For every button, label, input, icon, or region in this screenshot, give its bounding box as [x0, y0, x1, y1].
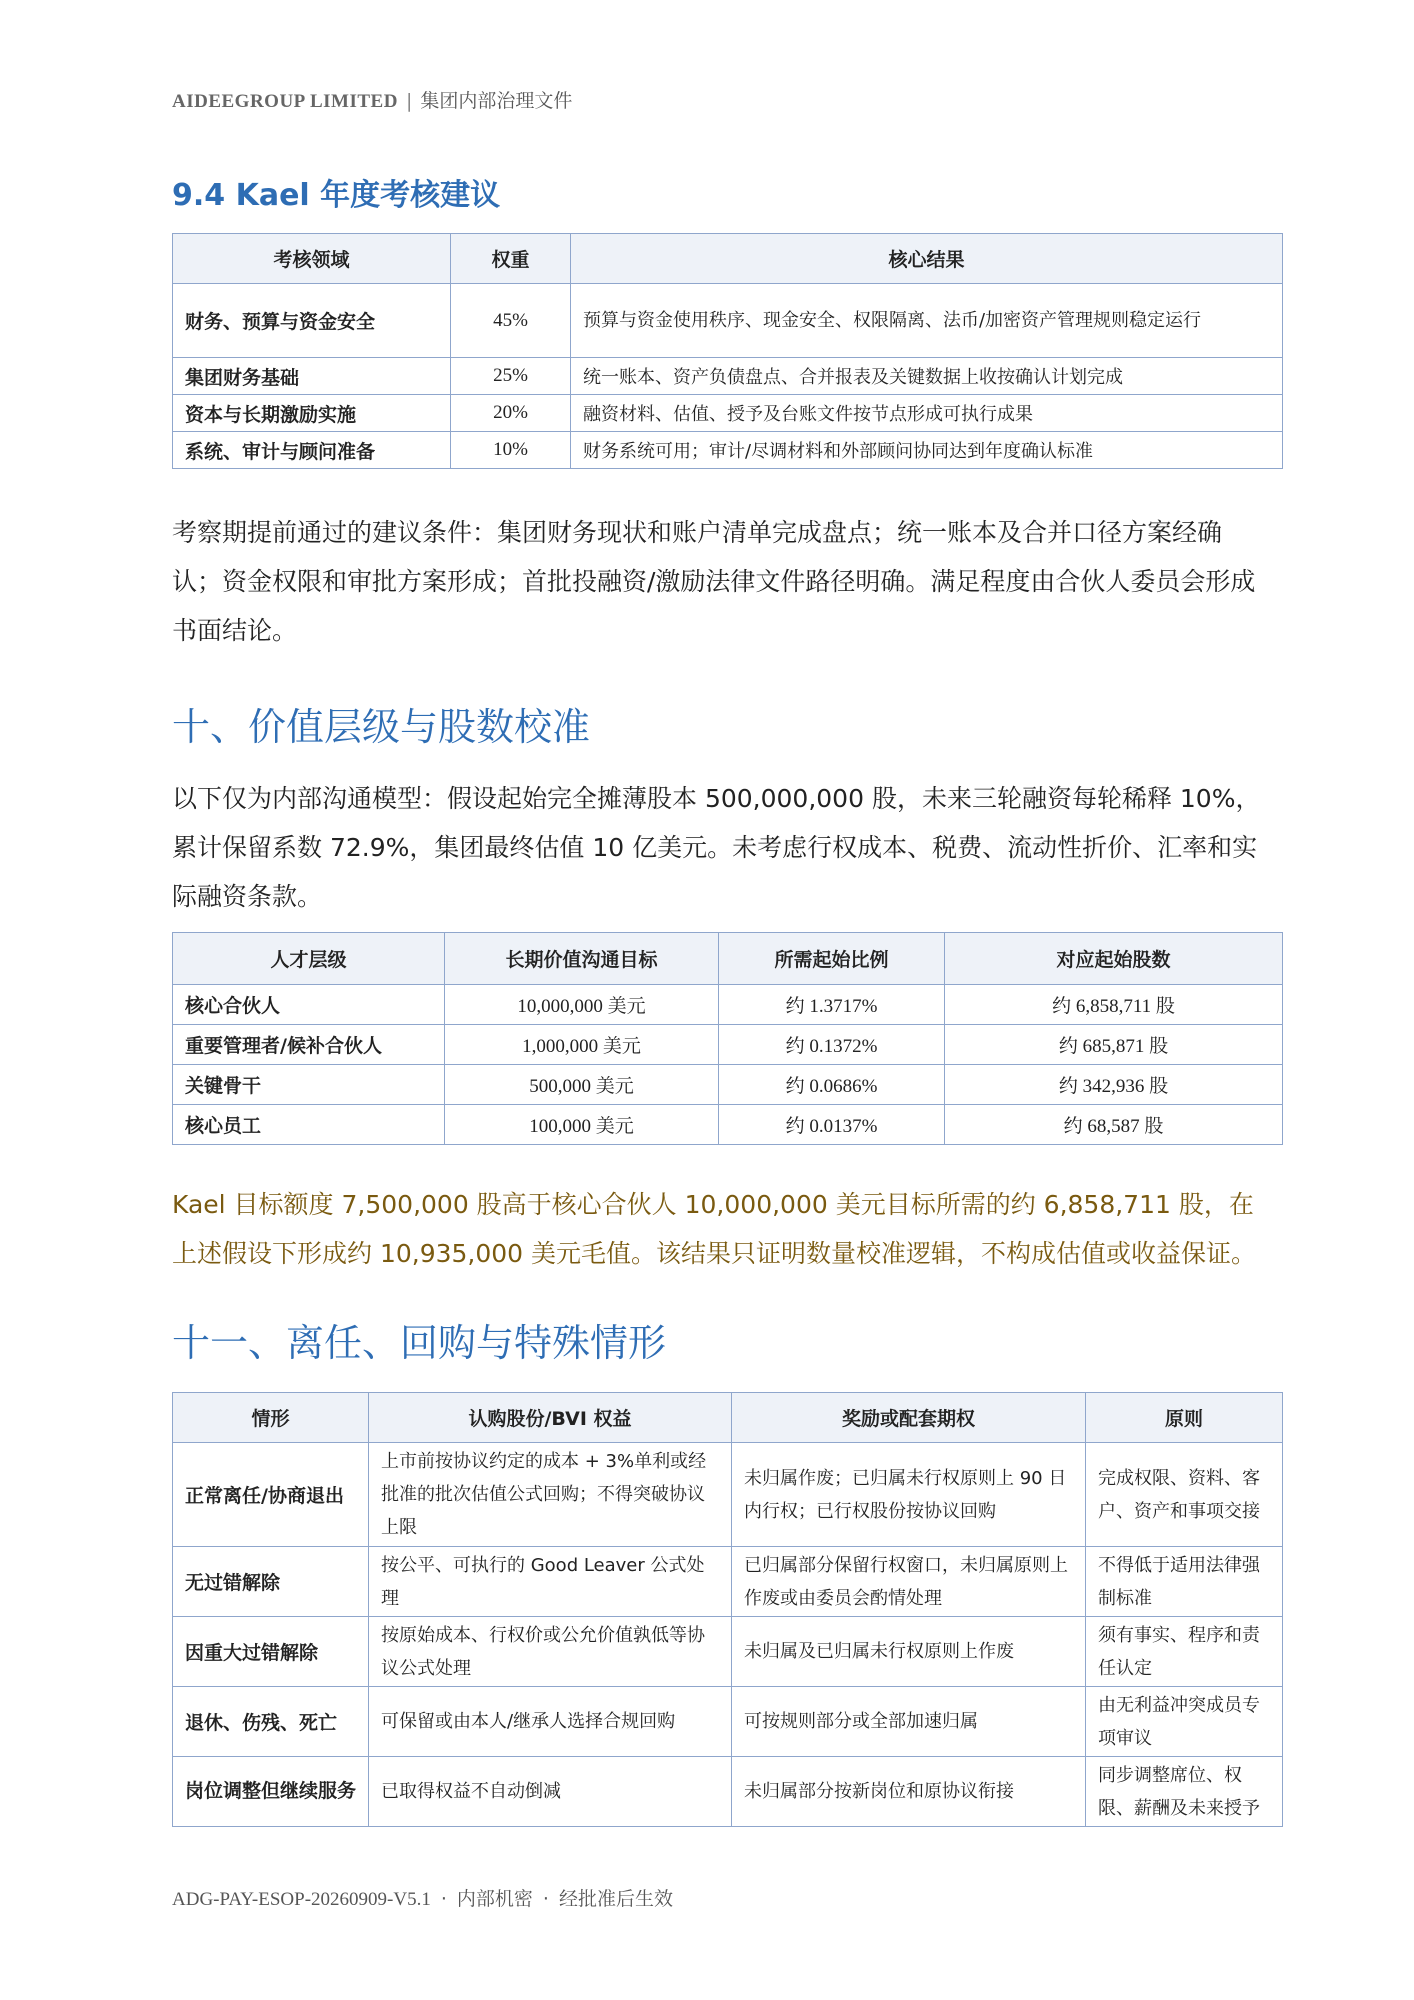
tier-calibration-table [172, 932, 1283, 1145]
option-cell: 未归属及已归属未行权原则上作废 [732, 1617, 1086, 1687]
option-cell: 未归属作废；已归属未行权原则上 90 日内行权；已行权股份按协议回购 [732, 1443, 1086, 1547]
section-10-title: 十、价值层级与股数校准 [172, 705, 591, 749]
column-header: 所需起始比例 [719, 933, 945, 985]
column-header: 人才层级 [173, 933, 445, 985]
target-cell: 1,000,000 美元 [445, 1025, 719, 1065]
shares-cell: 约 68,587 股 [945, 1105, 1283, 1145]
table-row [173, 358, 1283, 395]
column-header: 认购股份/BVI 权益 [369, 1393, 732, 1443]
target-cell: 500,000 美元 [445, 1065, 719, 1105]
table-row [173, 1025, 1283, 1065]
table-row [173, 1757, 1283, 1827]
equity-cell: 按公平、可执行的 Good Leaver 公式处理 [369, 1547, 732, 1617]
header-separator: | [405, 90, 413, 112]
table-row [173, 1443, 1283, 1547]
confidentiality-label: 内部机密 [456, 1888, 533, 1910]
assessment-table [172, 233, 1283, 469]
model-assumptions-paragraph: 以下仅为内部沟通模型：假设起始完全摊薄股本 500,000,000 股，未来三轮融资每轮稀释 10%，累计保留系数 72.9%，集团最终估值 10 亿美元。未考虑行权成本、税费、流动性折价、汇率和实际融资条款。 [172, 784, 1261, 911]
area-cell: 财务、预算与资金安全 [173, 284, 451, 358]
tier-cell: 核心合伙人 [173, 985, 445, 1025]
option-cell: 已归属部分保留行权窗口，未归属原则上作废或由委员会酌情处理 [732, 1547, 1086, 1617]
weight-cell: 20% [451, 395, 571, 432]
document-type: 集团内部治理文件 [420, 90, 573, 112]
page-footer [172, 1884, 673, 1911]
table-row [173, 284, 1283, 358]
page-header [172, 86, 572, 113]
target-cell: 10,000,000 美元 [445, 985, 719, 1025]
case-cell: 岗位调整但继续服务 [173, 1757, 369, 1827]
result-cell: 统一账本、资产负债盘点、合并报表及关键数据上收按确认计划完成 [571, 358, 1283, 395]
area-cell: 集团财务基础 [173, 358, 451, 395]
document-code: ADG-PAY-ESOP-20260909-V5.1 [172, 1889, 431, 1910]
column-header: 核心结果 [571, 234, 1283, 284]
equity-cell: 已取得权益不自动倒减 [369, 1757, 732, 1827]
table-row [173, 1065, 1283, 1105]
principle-cell: 同步调整席位、权限、薪酬及未来授予 [1086, 1757, 1283, 1827]
shares-cell: 约 6,858,711 股 [945, 985, 1283, 1025]
area-cell: 资本与长期激励实施 [173, 395, 451, 432]
result-cell: 预算与资金使用秩序、现金安全、权限隔离、法币/加密资产管理规则稳定运行 [571, 284, 1283, 358]
ratio-cell: 约 0.0137% [719, 1105, 945, 1145]
result-cell: 融资材料、估值、授予及台账文件按节点形成可执行成果 [571, 395, 1283, 432]
organization-name: AIDEEGROUP LIMITED [172, 91, 398, 112]
shares-cell: 约 685,871 股 [945, 1025, 1283, 1065]
option-cell: 未归属部分按新岗位和原协议衔接 [732, 1757, 1086, 1827]
table-header-row [173, 933, 1283, 985]
weight-cell: 25% [451, 358, 571, 395]
principle-cell: 不得低于适用法律强制标准 [1086, 1547, 1283, 1617]
case-cell: 因重大过错解除 [173, 1617, 369, 1687]
table-header-row [173, 234, 1283, 284]
case-cell: 退休、伤残、死亡 [173, 1687, 369, 1757]
principle-cell: 由无利益冲突成员专项审议 [1086, 1687, 1283, 1757]
shares-cell: 约 342,936 股 [945, 1065, 1283, 1105]
equity-cell: 上市前按协议约定的成本 + 3%单利或经批准的批次估值公式回购；不得突破协议上限 [369, 1443, 732, 1547]
early-pass-conditions-paragraph: 考察期提前通过的建议条件：集团财务现状和账户清单完成盘点；统一账本及合并口径方案经确认；资金权限和审批方案形成；首批投融资/激励法律文件路径明确。满足程度由合伙人委员会形成书面结论。 [172, 518, 1256, 645]
result-cell: 财务系统可用；审计/尽调材料和外部顾问协同达到年度确认标准 [571, 432, 1283, 469]
ratio-cell: 约 0.1372% [719, 1025, 945, 1065]
column-header: 长期价值沟通目标 [445, 933, 719, 985]
kael-calibration-note: Kael 目标额度 7,500,000 股高于核心合伙人 10,000,000 美元目标所需的约 6,858,711 股，在上述假设下形成约 10,935,000 美元毛值。该结果只证明数量校准逻辑，不构成估值或收益保证。 [172, 1190, 1257, 1268]
area-cell: 系统、审计与顾问准备 [173, 432, 451, 469]
principle-cell: 须有事实、程序和责任认定 [1086, 1617, 1283, 1687]
effectiveness-label: 经批准后生效 [558, 1888, 673, 1910]
equity-cell: 按原始成本、行权价或公允价值孰低等协议公式处理 [369, 1617, 732, 1687]
column-header: 权重 [451, 234, 571, 284]
principle-cell: 完成权限、资料、客户、资产和事项交接 [1086, 1443, 1283, 1547]
table-row [173, 395, 1283, 432]
weight-cell: 45% [451, 284, 571, 358]
ratio-cell: 约 1.3717% [719, 985, 945, 1025]
table-row [173, 432, 1283, 469]
ratio-cell: 约 0.0686% [719, 1065, 945, 1105]
equity-cell: 可保留或由本人/继承人选择合规回购 [369, 1687, 732, 1757]
column-header: 原则 [1086, 1393, 1283, 1443]
column-header: 奖励或配套期权 [732, 1393, 1086, 1443]
footer-separator: · [542, 1888, 549, 1910]
tier-cell: 关键骨干 [173, 1065, 445, 1105]
option-cell: 可按规则部分或全部加速归属 [732, 1687, 1086, 1757]
column-header: 情形 [173, 1393, 369, 1443]
table-row [173, 1617, 1283, 1687]
section-11-title: 十一、离任、回购与特殊情形 [172, 1321, 667, 1365]
footer-separator: · [440, 1888, 447, 1910]
departure-scenarios-table [172, 1392, 1283, 1827]
column-header: 考核领域 [173, 234, 451, 284]
table-row [173, 1547, 1283, 1617]
target-cell: 100,000 美元 [445, 1105, 719, 1145]
section-9-4-title: 9.4 Kael 年度考核建议 [172, 178, 501, 213]
tier-cell: 核心员工 [173, 1105, 445, 1145]
case-cell: 正常离任/协商退出 [173, 1443, 369, 1547]
case-cell: 无过错解除 [173, 1547, 369, 1617]
table-row [173, 1105, 1283, 1145]
weight-cell: 10% [451, 432, 571, 469]
table-row [173, 985, 1283, 1025]
table-row [173, 1687, 1283, 1757]
column-header: 对应起始股数 [945, 933, 1283, 985]
tier-cell: 重要管理者/候补合伙人 [173, 1025, 445, 1065]
table-header-row [173, 1393, 1283, 1443]
